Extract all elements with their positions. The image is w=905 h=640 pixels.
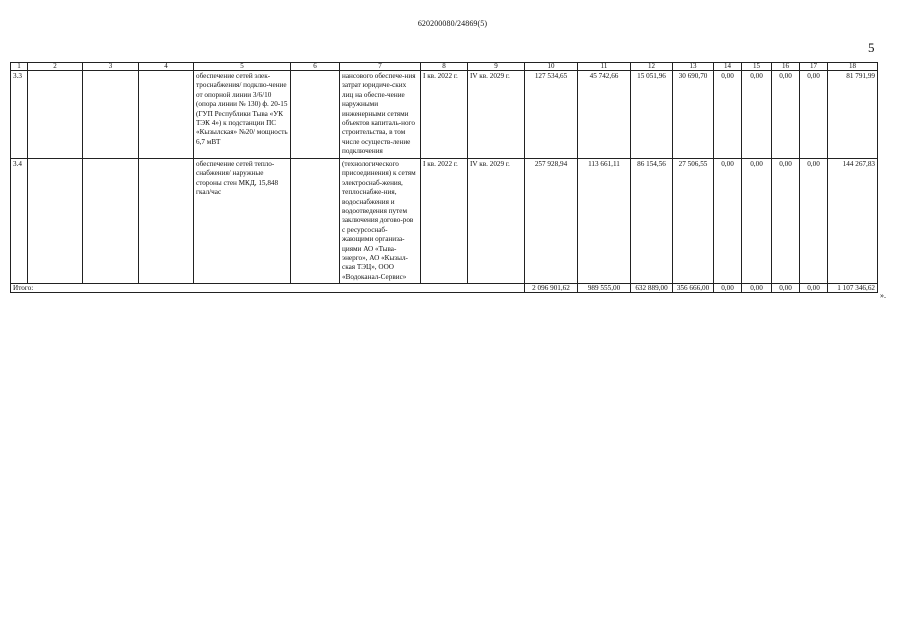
total-col-13: 356 666,00 xyxy=(673,284,714,293)
empty-cell xyxy=(83,159,139,284)
total-col-18: 1 107 346,62 xyxy=(828,284,878,293)
table-row xyxy=(11,71,878,159)
col-header-7: 7 xyxy=(340,63,421,71)
data-table xyxy=(10,62,878,293)
column-number-row xyxy=(11,63,878,71)
amount-col-11: 113 661,11 xyxy=(578,159,631,284)
total-col-15: 0,00 xyxy=(742,284,772,293)
col-header-14: 14 xyxy=(714,63,742,71)
col-header-2: 2 xyxy=(28,63,83,71)
total-col-14: 0,00 xyxy=(714,284,742,293)
empty-cell xyxy=(291,71,340,159)
col-header-13: 13 xyxy=(673,63,714,71)
col-header-10: 10 xyxy=(525,63,578,71)
closing-quote-mark: ». xyxy=(880,291,886,300)
amount-col-18: 144 267,83 xyxy=(828,159,878,284)
total-col-12: 632 889,00 xyxy=(631,284,673,293)
start-quarter: I кв. 2022 г. xyxy=(421,159,468,284)
amount-col-10: 257 928,94 xyxy=(525,159,578,284)
amount-col-16: 0,00 xyxy=(772,71,800,159)
empty-cell xyxy=(83,71,139,159)
page-number: 5 xyxy=(868,40,875,55)
total-row xyxy=(11,284,878,293)
col-header-5: 5 xyxy=(194,63,291,71)
row-number: 3.4 xyxy=(11,159,28,284)
amount-col-16: 0,00 xyxy=(772,159,800,284)
total-col-10: 2 096 901,62 xyxy=(525,284,578,293)
col-header-8: 8 xyxy=(421,63,468,71)
col-header-9: 9 xyxy=(468,63,525,71)
col-header-11: 11 xyxy=(578,63,631,71)
amount-col-12: 15 051,96 xyxy=(631,71,673,159)
amount-col-15: 0,00 xyxy=(742,159,772,284)
total-label: Итого: xyxy=(11,284,525,293)
empty-cell xyxy=(139,71,194,159)
amount-col-12: 86 154,56 xyxy=(631,159,673,284)
col-header-4: 4 xyxy=(139,63,194,71)
empty-cell xyxy=(139,159,194,284)
col-header-15: 15 xyxy=(742,63,772,71)
col-header-6: 6 xyxy=(291,63,340,71)
total-col-16: 0,00 xyxy=(772,284,800,293)
amount-col-10: 127 534,65 xyxy=(525,71,578,159)
col-header-1: 1 xyxy=(11,63,28,71)
amount-col-11: 45 742,66 xyxy=(578,71,631,159)
col-header-12: 12 xyxy=(631,63,673,71)
amount-col-14: 0,00 xyxy=(714,159,742,284)
amount-col-17: 0,00 xyxy=(800,71,828,159)
row-number: 3.3 xyxy=(11,71,28,159)
amount-col-14: 0,00 xyxy=(714,71,742,159)
object-description: обеспечение сетей тепло-снабжения/ наружные стороны стен МКД, 15,848 гкал/час xyxy=(194,159,291,284)
end-quarter: IV кв. 2029 г. xyxy=(468,71,525,159)
start-quarter: I кв. 2022 г. xyxy=(421,71,468,159)
financing-description: нансового обеспече-ния затрат юридиче-ских лиц на обеспе-чение наружными инженерными сетями объектов капиталь-ного строительства, в том числе осуществ-ление подключения xyxy=(340,71,421,159)
total-col-11: 989 555,00 xyxy=(578,284,631,293)
empty-cell xyxy=(291,159,340,284)
table-row xyxy=(11,159,878,284)
empty-cell xyxy=(28,159,83,284)
col-header-16: 16 xyxy=(772,63,800,71)
financing-description: (технологического присоединения) к сетям электроснаб-жения, теплоснабже-ния, водоснабжения и водоотведения путем заключения догово-ров с ресурсоснаб-жающими организа-циями АО «Тыва-энерго», АО «Кызыл-ская ТЭЦ», ООО «Водоканал-Сервис» xyxy=(340,159,421,284)
object-description: обеспечение сетей элек-троснабжения/ подклю-чение от опорной линии 3/6/10 (опора линии № 130) ф. 20-15 (ГУП Республики Тыва «УК ТЭК 4») к подстанции ПС «Кызылская» №20/ мощность 6,7 мВТ xyxy=(194,71,291,159)
amount-col-15: 0,00 xyxy=(742,71,772,159)
document-id: 620200080/24869(5) xyxy=(417,19,488,28)
col-header-3: 3 xyxy=(83,63,139,71)
empty-cell xyxy=(28,71,83,159)
end-quarter: IV кв. 2029 г. xyxy=(468,159,525,284)
total-col-17: 0,00 xyxy=(800,284,828,293)
amount-col-13: 30 690,70 xyxy=(673,71,714,159)
amount-col-17: 0,00 xyxy=(800,159,828,284)
col-header-18: 18 xyxy=(828,63,878,71)
amount-col-13: 27 506,55 xyxy=(673,159,714,284)
amount-col-18: 81 791,99 xyxy=(828,71,878,159)
col-header-17: 17 xyxy=(800,63,828,71)
